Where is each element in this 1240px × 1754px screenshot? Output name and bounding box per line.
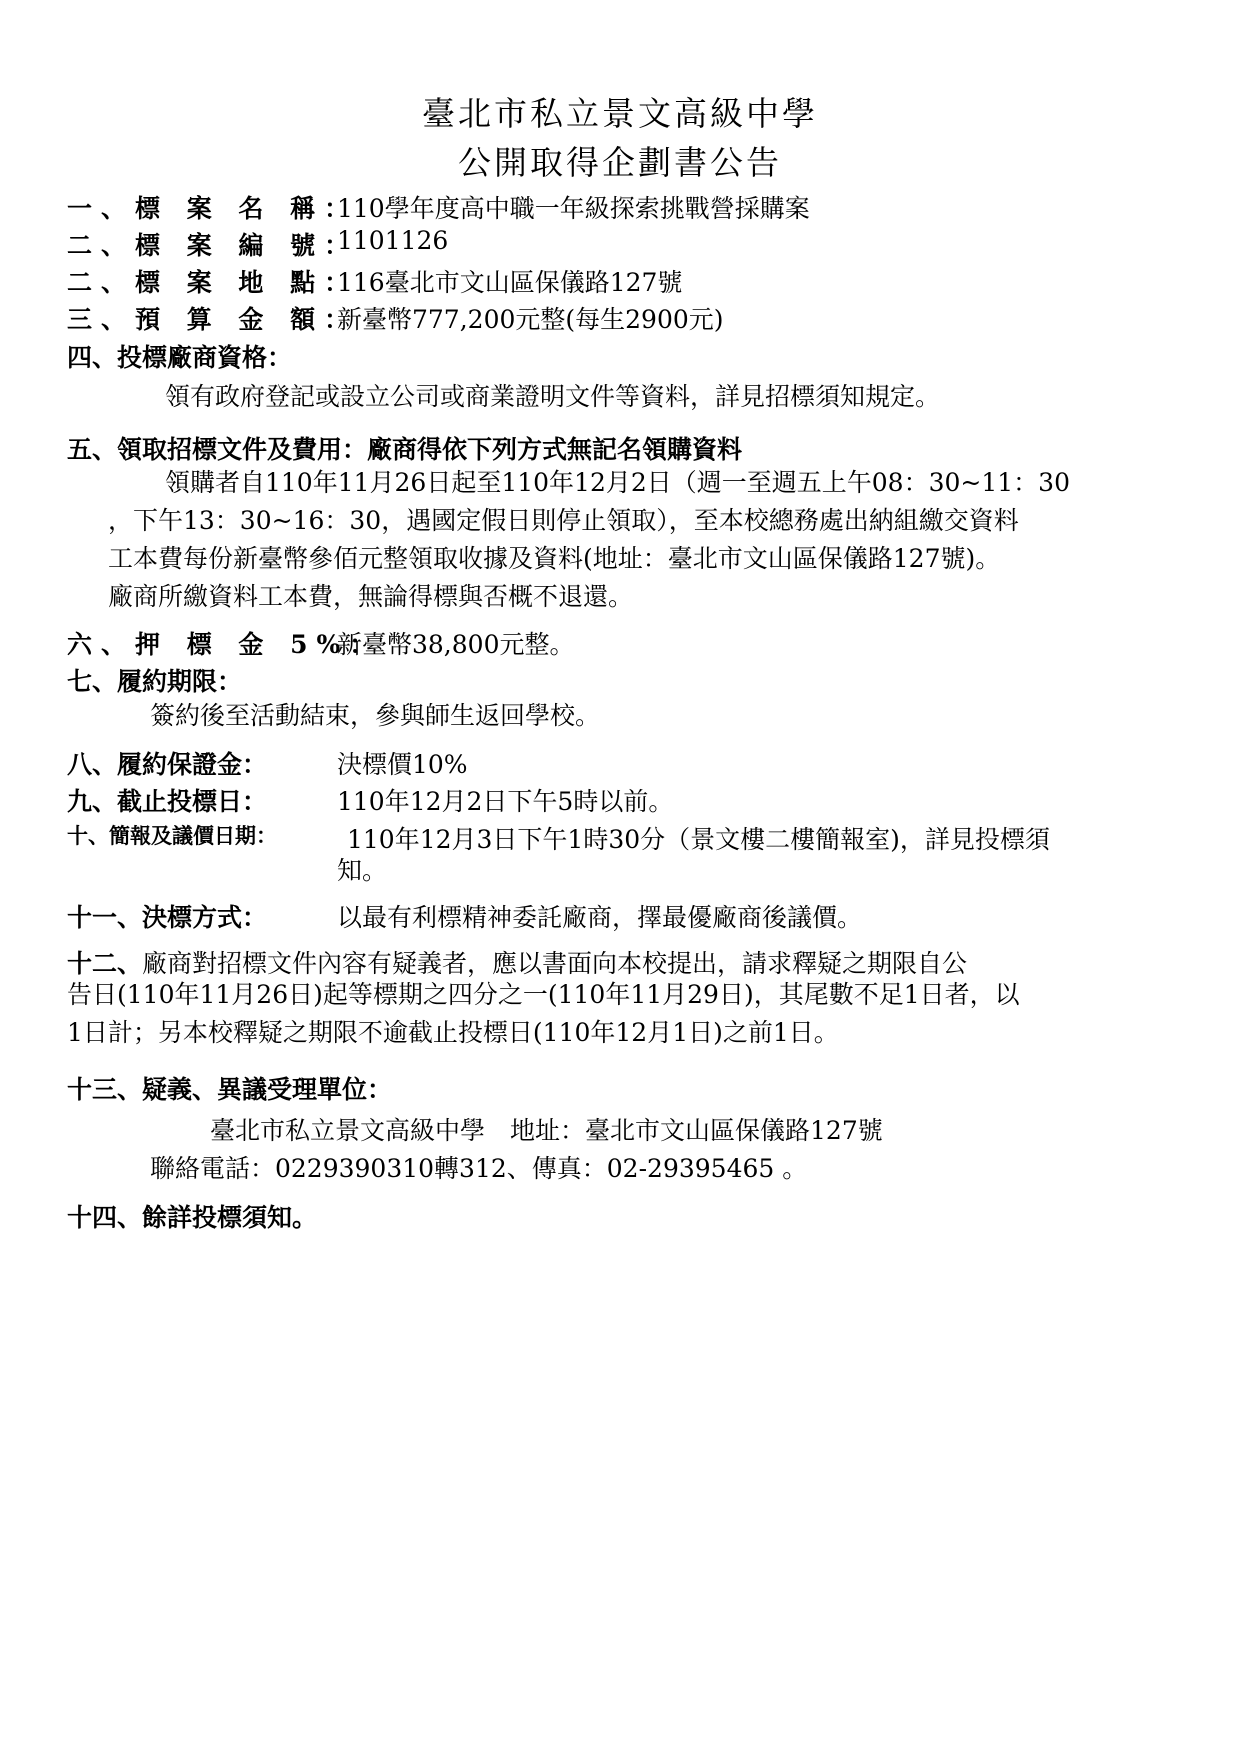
documents-line-4: 廠商所繳資料工本費，無論得標與否概不退還。: [108, 582, 634, 611]
item-others: [67, 1198, 317, 1234]
doubts-line-2: 告日(110年11月26日)起等標期之四分之一(110年11月29日)，其尾數不足1日者，以: [67, 980, 1020, 1009]
item-contract-period: [67, 662, 242, 698]
documents-line-1: 領購者自110年11月26日起至110年12月2日（週一至週五上午08：30~11：30: [165, 468, 1070, 497]
contract-period-text: 簽約後至活動結束，參與師生返回學校。: [150, 701, 601, 730]
item-award-method: [67, 898, 863, 934]
documents-line-3: 工本費每份新臺幣參佰元整領取收據及資料(地址：臺北市文山區保儀路127號)。: [108, 544, 1001, 573]
contact-line-1: 臺北市私立景文高級中學 地址：臺北市文山區保儀路127號: [210, 1116, 883, 1145]
item-documents: [67, 430, 742, 466]
item-value: 110學年度高中職一年級探索挑戰營採購案: [337, 194, 810, 223]
item-value: 110年12月2日下午5時以前。: [337, 787, 674, 816]
item-budget: [67, 300, 724, 336]
item-label: 三、預 算 金 額：: [67, 305, 359, 334]
item-label: 五、領取招標文件及費用：廠商得依下列方式無記名領購資料: [67, 435, 743, 464]
item-value: 決標價10%: [337, 750, 468, 779]
item-label: 十、簡報及議價日期：: [67, 823, 277, 848]
item-label: 十一、決標方式：: [67, 903, 268, 932]
item-bid-deposit: [67, 625, 575, 661]
item-label: 二、標 案 地 點：: [67, 268, 359, 297]
item-value: 116臺北市文山區保儀路127號: [337, 268, 683, 297]
item-label: 四、投標廠商資格：: [67, 343, 293, 372]
announcement-title: 公開取得企劃書公告: [458, 143, 782, 182]
item-value: 新臺幣38,800元整。: [337, 630, 575, 659]
item-label: 二、標 案 編 號：: [67, 231, 359, 260]
item-performance-guarantee: [67, 745, 468, 781]
documents-line-2: ，下午13：30~16：30，遇國定假日則停止領取），至本校總務處出納組繳交資料: [108, 506, 1019, 535]
school-name-title: 臺北市私立景文高級中學: [422, 94, 818, 133]
item-value: 以最有利標精神委託廠商，擇最優廠商後議價。: [337, 903, 863, 932]
item-label: 七、履約期限：: [67, 667, 243, 696]
item-contact-unit: [67, 1070, 392, 1106]
item-qualification: [67, 338, 292, 374]
doubts-line-1: 廠商對招標文件內容有疑義者，應以書面向本校提出，請求釋疑之期限自公: [142, 949, 968, 978]
item-bid-deadline: [67, 782, 674, 818]
item-value: 110年12月3日下午1時30分（景文樓二樓簡報室)，詳見投標須: [347, 825, 1050, 854]
item-label: 十四、餘詳投標須知。: [67, 1203, 318, 1232]
item-label: 九、截止投標日：: [67, 787, 268, 816]
item-label: 十三、疑義、異議受理單位：: [67, 1075, 393, 1104]
qualification-text: 領有政府登記或設立公司或商業證明文件等資料，詳見招標須知規定。: [165, 382, 941, 411]
item-value: 1101126: [337, 226, 449, 255]
item-label: 十二、: [67, 949, 143, 978]
item-label: 八、履約保證金：: [67, 750, 268, 779]
item-case-name: [67, 189, 810, 225]
item-label: 六、押 標 金 5%：: [67, 630, 384, 659]
item-value: 新臺幣777,200元整(每生2900元): [337, 305, 724, 334]
item-case-location: [67, 263, 683, 299]
item-briefing-date: [67, 820, 1050, 854]
contact-line-2: 聯絡電話：0229390310轉312、傳真：02-29395465 。: [150, 1154, 808, 1183]
doubts-line-3: 1日計；另本校釋疑之期限不逾截止投標日(110年12月1日)之前1日。: [67, 1018, 839, 1047]
item-doubts: [67, 944, 967, 980]
item-case-number: [67, 226, 449, 262]
item-label: 一、標 案 名 稱：: [67, 194, 359, 223]
briefing-value-continued: 知。: [337, 856, 388, 885]
